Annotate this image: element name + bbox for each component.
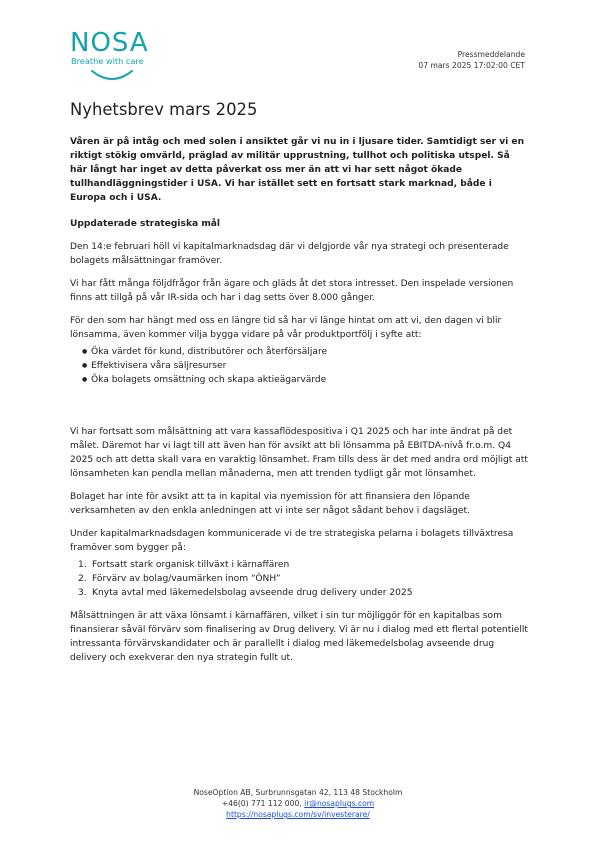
paragraph: Bolaget har inte för avsikt att ta in kapital via nyemission för att finansiera den löpande verksamheten av den enkla anledningen att vi inte ser något sådant behov i dagsläget. bbox=[70, 492, 470, 516]
bullet-list bbox=[70, 345, 530, 387]
paragraph: För den som har hängt med oss en längre tid så har vi länge hintat om att vi, den dagen vi blir lönsamma, även kommer vilja bygga vidare på vår produktportfölj i syfte att: bbox=[70, 316, 502, 340]
item-text: Knyta avtal med läkemedelsbolag avseende drug delivery under 2025 bbox=[92, 588, 413, 598]
numbered-item bbox=[78, 572, 530, 586]
smile-icon bbox=[88, 65, 136, 85]
section-heading: Uppdaterade strategiska mål bbox=[70, 219, 221, 229]
email-link[interactable]: ir@nosaplugs.com bbox=[304, 799, 375, 808]
logo-wordmark: NOSA bbox=[70, 28, 149, 58]
bullet-item: ● Öka bolagets omsättning och skapa aktieägarvärde bbox=[91, 373, 530, 387]
footer bbox=[0, 787, 596, 820]
release-meta bbox=[418, 50, 525, 71]
item-text: Fortsatt stark organisk tillväxt i kärnaffären bbox=[92, 560, 290, 570]
bullet-item: ● Effektivisera våra säljresurser bbox=[91, 359, 530, 373]
item-number: 2. bbox=[78, 574, 87, 584]
lead-paragraph: Våren är på intåg och med solen i ansiktet går vi nu in i ljusare tider. Samtidigt ser vi en riktigt stökig omvärld, präglad av militär upprustning, tullhot och politiska utspel. Så här långt har inget av detta påverkat oss mer än att vi har sett något ökade tullhandläggningstider i USA. Vi har istället sett en fortsatt stark marknad, både i Europa och i USA. bbox=[70, 137, 525, 203]
paragraph: Den 14:e februari höll vi kapitalmarknadsdag där vi delgjorde vår nya strategi och presenterade bolagets målsättningar framöver. bbox=[70, 242, 509, 266]
item-number: 3. bbox=[78, 588, 87, 598]
release-datetime: 07 mars 2025 17:02:00 CET bbox=[418, 60, 525, 70]
paragraph: Under kapitalmarknadsdagen kommunicerade vi de tre strategiska pelarna i bolagets tillväxtresa framöver som bygger på: bbox=[70, 529, 514, 553]
article-body bbox=[70, 135, 530, 674]
item-number: 1. bbox=[78, 560, 87, 570]
footer-phone: +46(0) 771 112 000, bbox=[221, 799, 305, 808]
paragraph: Vi har fått många följdfrågor från ägare och gläds åt det stora intresset. Den inspelade versionen finns att tillgå på vår IR-sida och har i dag setts över 8.000 gånger. bbox=[70, 279, 514, 303]
item-text: Förvärv av bolag/vaumärken inom “ÖNH” bbox=[92, 574, 281, 584]
release-type: Pressmeddelande bbox=[457, 50, 525, 59]
paragraph: Målsättningen är att växa lönsamt i kärnaffären, vilket i sin tur möjliggör för en kapitalbas som finansierar såväl förvärv som finalisering av Drug delivery. Vi är nu i dialog med ett flertal potentiellt intressanta förvärvskandidater och är parallellt i dialog med läkemedelsbolag avseende drug delivery och exekverar den nya strategin fullt ut. bbox=[70, 611, 528, 663]
logo-tagline: Breathe with care bbox=[71, 56, 144, 66]
investor-page-link[interactable]: https://nosaplugs.com/sv/investerare/ bbox=[226, 810, 370, 819]
nosa-logo bbox=[70, 30, 170, 80]
paragraph: Vi har fortsatt som målsättning att vara kassaflödespositiva i Q1 2025 och har inte ändrat på det målet. Däremot har vi lagt till att även han för avsikt att bli lönsamma på EBITDA-nivå fr.o.m. Q4 2025 och att detta skall vara en varaktig lönsamhet. Fram tills dess är det med andra ord möjligt att lönsamheten kan pendla mellan månaderna, men att trenden tydligt går mot lönsamhet. bbox=[70, 427, 528, 479]
numbered-list bbox=[70, 558, 530, 600]
footer-contact bbox=[0, 798, 596, 809]
bullet-item: ● Öka värdet för kund, distributörer och återförsäljare bbox=[91, 345, 530, 359]
numbered-item bbox=[78, 586, 530, 600]
footer-address: NoseOption AB, Surbrunnsgatan 42, 113 48 Stockholm bbox=[193, 788, 403, 797]
page-title: Nyhetsbrev mars 2025 bbox=[70, 100, 258, 119]
numbered-item bbox=[78, 558, 530, 572]
